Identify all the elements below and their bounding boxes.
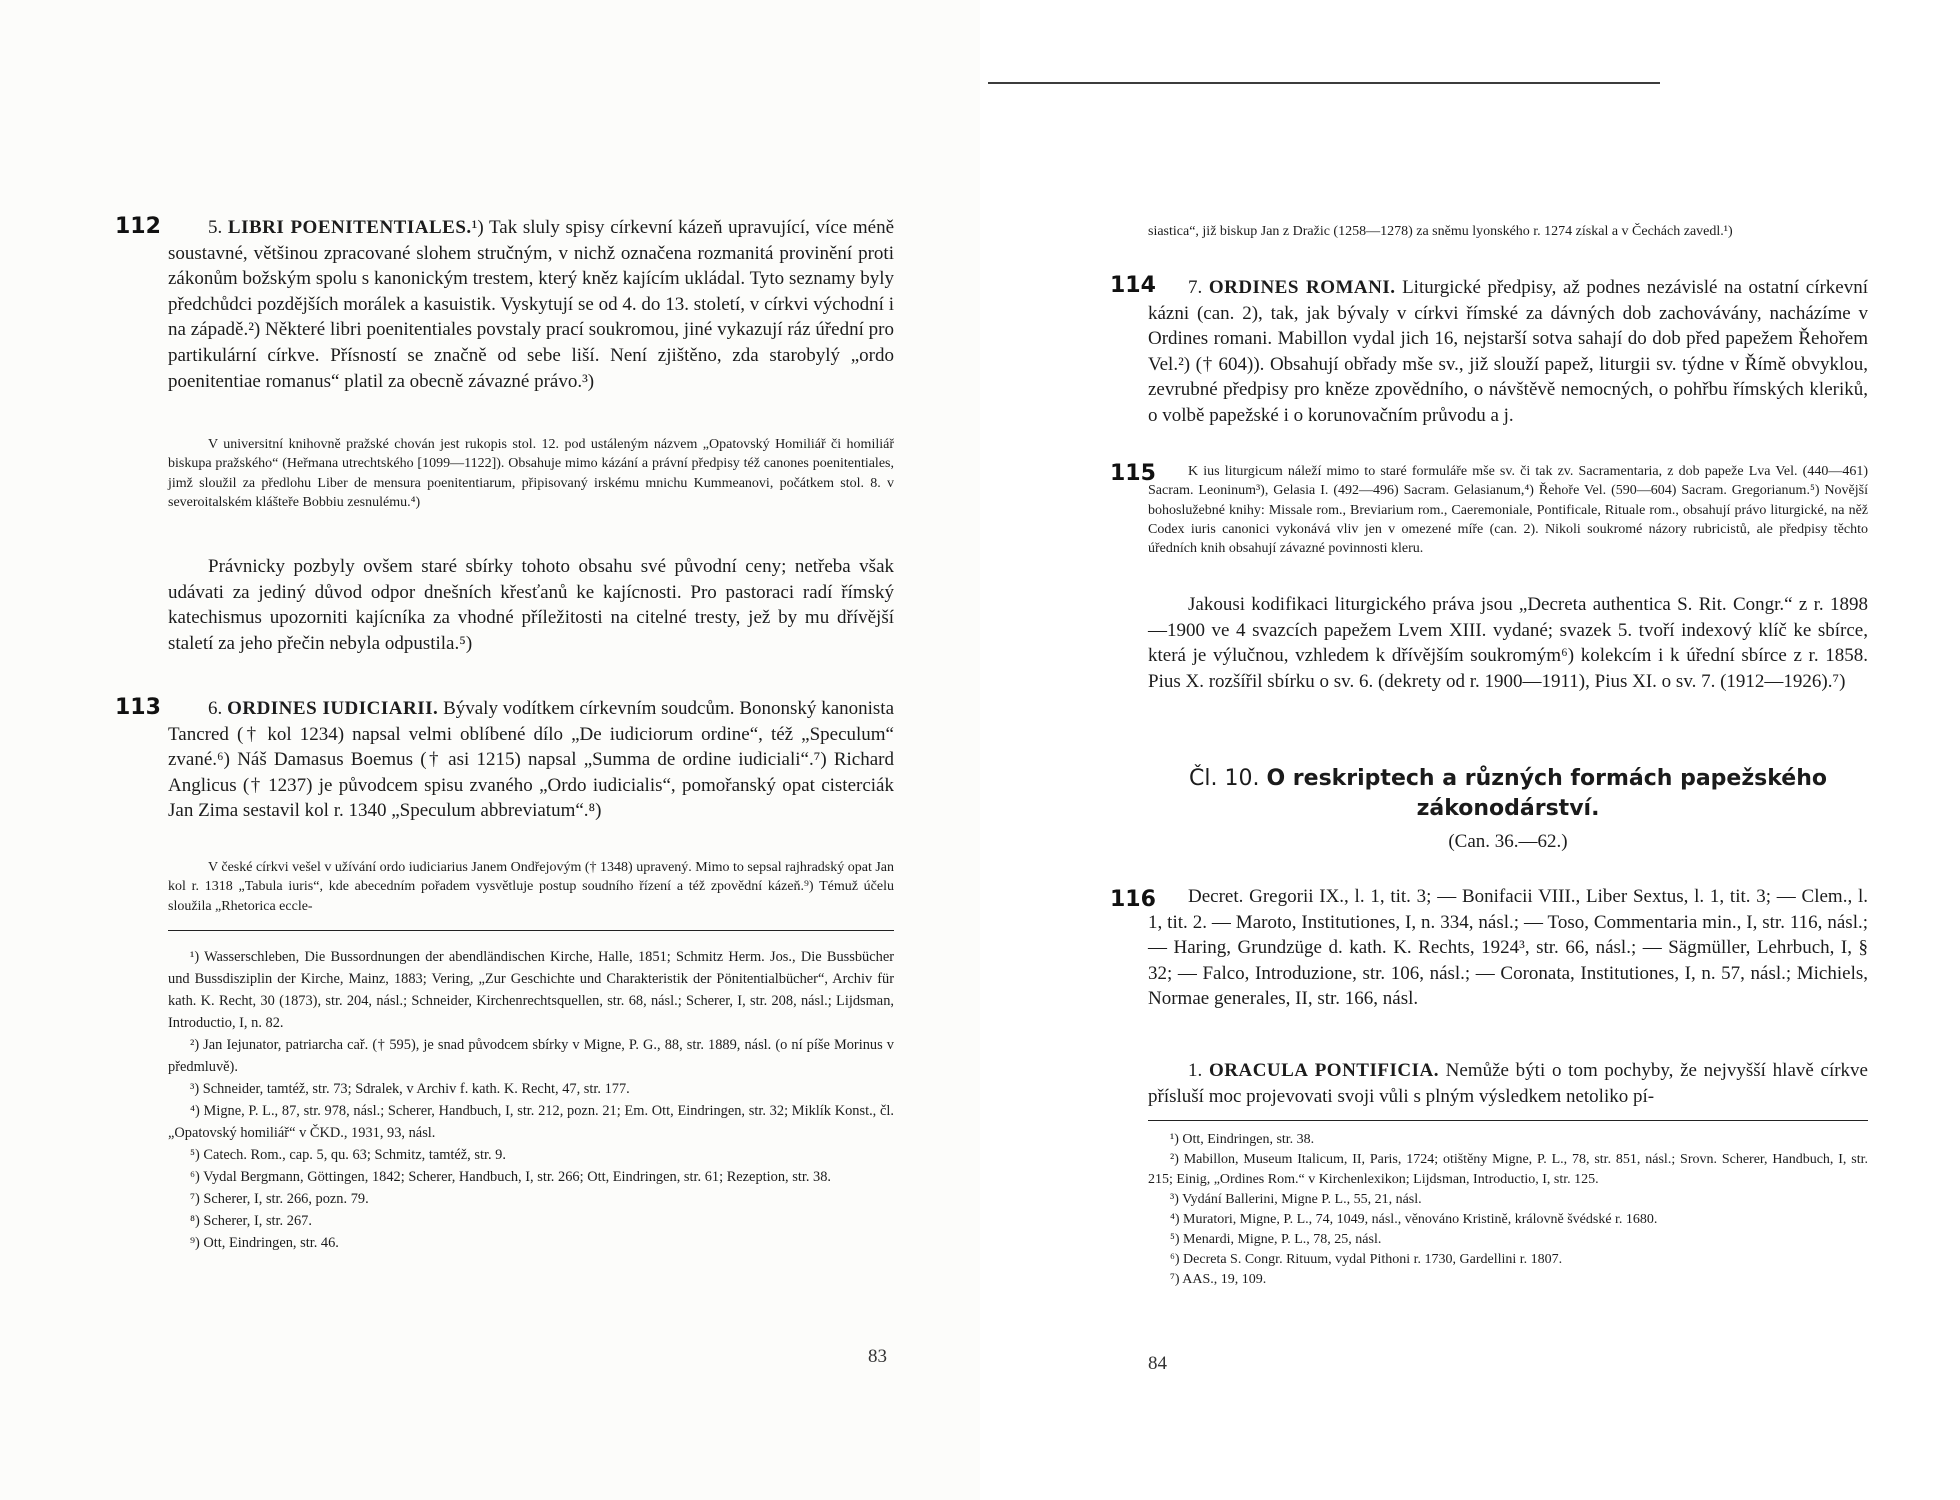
section-heading: LIBRI POENITENTIALES. — [227, 217, 472, 238]
section-number: 6. — [208, 698, 223, 719]
paragraph-continuation-112: Právnicky pozbyly ovšem staré sbírky tohoto obsahu své původní ceny; netřeba však udávati za jediný důvod odpor dnešních křesťanů ke kajícnosti. Pro pastoraci radí římský katechismus upozorniti kajícníka za vhodné příležitosti na citelné tresty, jež by mu dřívější staletí za jeho přečin nebyla odpustila.⁵) — [168, 556, 894, 654]
section-ordines-iudiciarii — [168, 696, 894, 824]
section-body: Nemůže býti o tom pochyby, že nejvyšší hlavě církve přísluší moc projevovati svoji vůli s plným výsledkem netoliko pí- — [1148, 1060, 1868, 1107]
section-ordines-romani — [1148, 275, 1868, 429]
footnote: ⁶) Vydal Bergmann, Göttingen, 1842; Scherer, Handbuch, I, str. 266; Ott, Eindringen, str. 61; Rezeption, str. 38. — [190, 1169, 832, 1185]
small-print-note-112: V universitní knihovně pražské chován jest rukopis stol. 12. pod ustáleným názvem „Opatovský Homiliář či homiliář biskupa pražského“ (Heřmana utrechtského [1099—1122]). Obsahuje mimo kázání a právní předpisy též canones poenitentiales, jimž sloužil za předlohu Liber de mensura poenitentiarum, připisovaný irskému mnichu Kummeanovi, počátkem stol. 8. v severoitalském klášteře Bobbiu zesnulému.⁴) — [168, 437, 894, 510]
footnotes-left — [168, 946, 894, 1254]
margin-number-116: 116 — [1110, 887, 1156, 912]
footnote: ⁴) Migne, P. L., 87, str. 978, násl.; Scherer, Handbuch, I, str. 212, pozn. 21; Em. Ott, Eindringen, str. 32; Miklík Konst., čl. „Opatovský homiliář“ v ČKD., 1931, 93, násl. — [168, 1103, 894, 1141]
chapter-title-line2: zákonodárství. — [1416, 796, 1600, 821]
footnotes-right — [1148, 1130, 1868, 1290]
section-number: 1. — [1188, 1060, 1203, 1081]
footnote: ⁷) Scherer, I, str. 266, pozn. 79. — [190, 1191, 369, 1207]
small-print-note-115: K ius liturgicum náleží mimo to staré formuláře mše sv. či tak zv. Sacramentaria, z dob papeže Lva Vel. (440—461) Sacram. Leoninum³), Gelasia I. (492—496) Sacram. Gelasianum,⁴) Řehoře Vel. (590—604) Sacram. Gregorianum.⁵) Novější bohoslužebné knihy: Missale rom., Breviarium rom., Caeremoniale, Pontificale, Rituale rom., obsahují právo liturgické, na něž Codex iuris canonici vykonává vliv jen v omezené míře (can. 2). Nikoli soukromé názory rubricistů, ale předpisy těchto úředních knih obsahují závazné povinnosti kleru. — [1148, 464, 1868, 557]
footnote: ²) Mabillon, Museum Italicum, II, Paris, 1724; otištěny Migne, P. L., 78, str. 851, násl.; Srovn. Scherer, Handbuch, I, str. 215; Einig, „Ordines Rom.“ v Kirchenlexikon; Lijdsman, Introductio, I, str. 125. — [1148, 1152, 1868, 1187]
margin-number-114: 114 — [1110, 273, 1156, 298]
section-body: Liturgické předpisy, až podnes nezávislé na ostatní církevní kázni (can. 2), tak, jak bývaly v církvi římské za dávných dob zachovávány, nacházíme v Ordines romani. Mabillon vydal jich 16, nejstarší sotva sahají do dob před papežem Řehořem Vel.²) († 604)). Obsahují obřady mše sv., již slouží papež, liturgii sv. týdne v Římě obvyklou, zevrubné předpisy pro kněze zpovědního, o návštěvě nemocných, o pohřbu římských kleriků, o volbě papežské i o korunovačním průvodu a j. — [1148, 277, 1869, 426]
section-number: 5. — [208, 217, 223, 238]
chapter-number: Čl. 10. — [1188, 766, 1260, 791]
small-print-note-113: V české církvi vešel v užívání ordo iudiciarius Janem Ondřejovým († 1348) upravený. Mimo to sepsal rajhradský opat Jan kol r. 1318 „Tabula iuris“, kde abecedním pořadem vysvětluje postup soudního řízení a též zpovědní kázeň.⁹) Témuž účelu sloužila „Rhetorica eccle- — [168, 860, 894, 914]
footnote: ¹) Ott, Eindringen, str. 38. — [1170, 1132, 1315, 1147]
chapter-subtitle: (Can. 36.—62.) — [1448, 831, 1568, 852]
margin-number-115: 115 — [1110, 461, 1156, 486]
footnote-separator — [1148, 1120, 1868, 1121]
footnote: ⁵) Menardi, Migne, P. L., 78, 25, násl. — [1170, 1232, 1382, 1247]
footnote-separator — [168, 930, 894, 931]
section-heading: ORDINES IUDICIARII. — [227, 698, 439, 719]
footnote: ⁵) Catech. Rom., cap. 5, qu. 63; Schmitz, tamtéž, str. 9. — [190, 1147, 506, 1163]
footnote: ⁴) Muratori, Migne, P. L., 74, 1049, násl., věnováno Kristině, královně švédské r. 1680. — [1170, 1212, 1658, 1227]
page-number-right: 84 — [1148, 1353, 1167, 1374]
footnote: ⁹) Ott, Eindringen, str. 46. — [190, 1235, 339, 1251]
section-body: Bývaly vodítkem církevním soudcům. Bononský kanonista Tancred († kol 1234) napsal velmi oblíbené dílo „De iudiciorum ordine“, též „Speculum“ zvané.⁶) Náš Damasus Boemus († asi 1215) napsal „Summa de ordine iudiciali“.⁷) Richard Anglicus († 1237) je původcem spisu zvaného „Ordo iudicialis“, pomořanský opat cisterciák Jan Zima sestavil kol r. 1340 „Speculum abbreviatum“.⁸) — [168, 698, 895, 822]
footnote: ⁸) Scherer, I, str. 267. — [190, 1213, 312, 1229]
footnote: ³) Vydání Ballerini, Migne P. L., 55, 21, násl. — [1170, 1192, 1422, 1207]
margin-number-112: 112 — [115, 214, 161, 239]
paragraph-continuation-115: Jakousi kodifikaci liturgického práva jsou „Decreta authentica S. Rit. Congr.“ z r. 1898—1900 ve 4 svazcích papežem Lvem XIII. vydané; svazek 5. tvoří indexový klíč ke sbírce, která je výlučnou, vzhledem k dřívějším soukromým⁶) kolekcím i k úřední sbírce z r. 1858. Pius X. rozšířil sbírku o sv. 6. (dekrety od r. 1900—1911), Pius XI. o sv. 7. (1912—1926).⁷) — [1148, 594, 1868, 692]
chapter-title — [1148, 764, 1868, 824]
section-libri-poenitentiales — [168, 215, 894, 394]
header-rule — [988, 82, 1660, 84]
section-number: 7. — [1188, 277, 1203, 298]
margin-number-113: 113 — [115, 695, 161, 720]
page-number-left: 83 — [868, 1346, 887, 1367]
section-oracula-pontificia — [1148, 1058, 1868, 1109]
section-heading: ORDINES ROMANI. — [1208, 277, 1396, 298]
chapter-title-line1: O reskriptech a různých formách papežského — [1266, 766, 1827, 791]
continued-note-top: siastica“, již biskup Jan z Dražic (1258—1278) za sněmu lyonského r. 1274 získal a v Čechách zavedl.¹) — [1148, 224, 1733, 239]
footnote: ⁶) Decreta S. Congr. Rituum, vydal Pithoni r. 1730, Gardellini r. 1807. — [1170, 1252, 1563, 1267]
footnote: ¹) Wasserschleben, Die Bussordnungen der abendländischen Kirche, Halle, 1851; Schmitz Herm. Jos., Die Bussbücher und Bussdisziplin der Kirche, Mainz, 1883; Vering, „Zur Geschichte und Charakteristik der Pönitentialbücher“, Archiv für kath. K. Recht, 30 (1873), str. 204, násl.; Schneider, Kirchenrechtsquellen, str. 68, násl.; Scherer, I, str. 208, násl.; Lijdsman, Introductio, I, n. 82. — [168, 949, 894, 1031]
footnote: ³) Schneider, tamtéž, str. 73; Sdralek, v Archiv f. kath. K. Recht, 47, str. 177. — [190, 1081, 630, 1097]
section-heading: ORACULA PONTIFICIA. — [1208, 1060, 1439, 1081]
footnote: ²) Jan Iejunator, patriarcha cař. († 595), je snad původcem sbírky v Migne, P. G., 88, str. 1889, násl. (o ní píše Morinus v předmluvě). — [168, 1037, 894, 1075]
literature-list: Decret. Gregorii IX., l. 1, tit. 3; — Bonifacii VIII., Liber Sextus, l. 1, tit. 3; — Clem., l. 1, tit. 2. — Maroto, Institutiones, I, n. 334, násl.; — Toso, Commentaria min., I, str. 116, násl.; — Haring, Grundzüge d. kath. K. Rechts, 1924³, str. 66, násl.; — Sägmüller, Lehrbuch, I, § 32; — Falco, Introduzione, str. 106, násl.; — Coronata, Institutiones, I, n. 57, násl.; Michiels, Normae generales, II, str. 166, násl. — [1148, 886, 1868, 1010]
footnote: ⁷) AAS., 19, 109. — [1170, 1272, 1267, 1287]
section-body: ¹) Tak sluly spisy církevní kázeň upravující, více méně soustavné, většinou zpracované slohem stručným, v nichž označena rozmanitá provinění proti zákonům božským spolu s kanonickým trestem, který kněz kajícím ukládal. Tyto seznamy byly předchůdci pozdějších morálek a kasuistik. Vyskytují se od 4. do 13. století, v církvi východní i na západě.²) Některé libri poenitentiales povstaly prací soukromou, jiné vykazují ráz úřední pro partikulární církve. Přísností se značně od sebe liší. Není zjištěno, zda starobylý „ordo poenitentiae romanus“ platil za obecně závazné právo.³) — [168, 217, 895, 392]
